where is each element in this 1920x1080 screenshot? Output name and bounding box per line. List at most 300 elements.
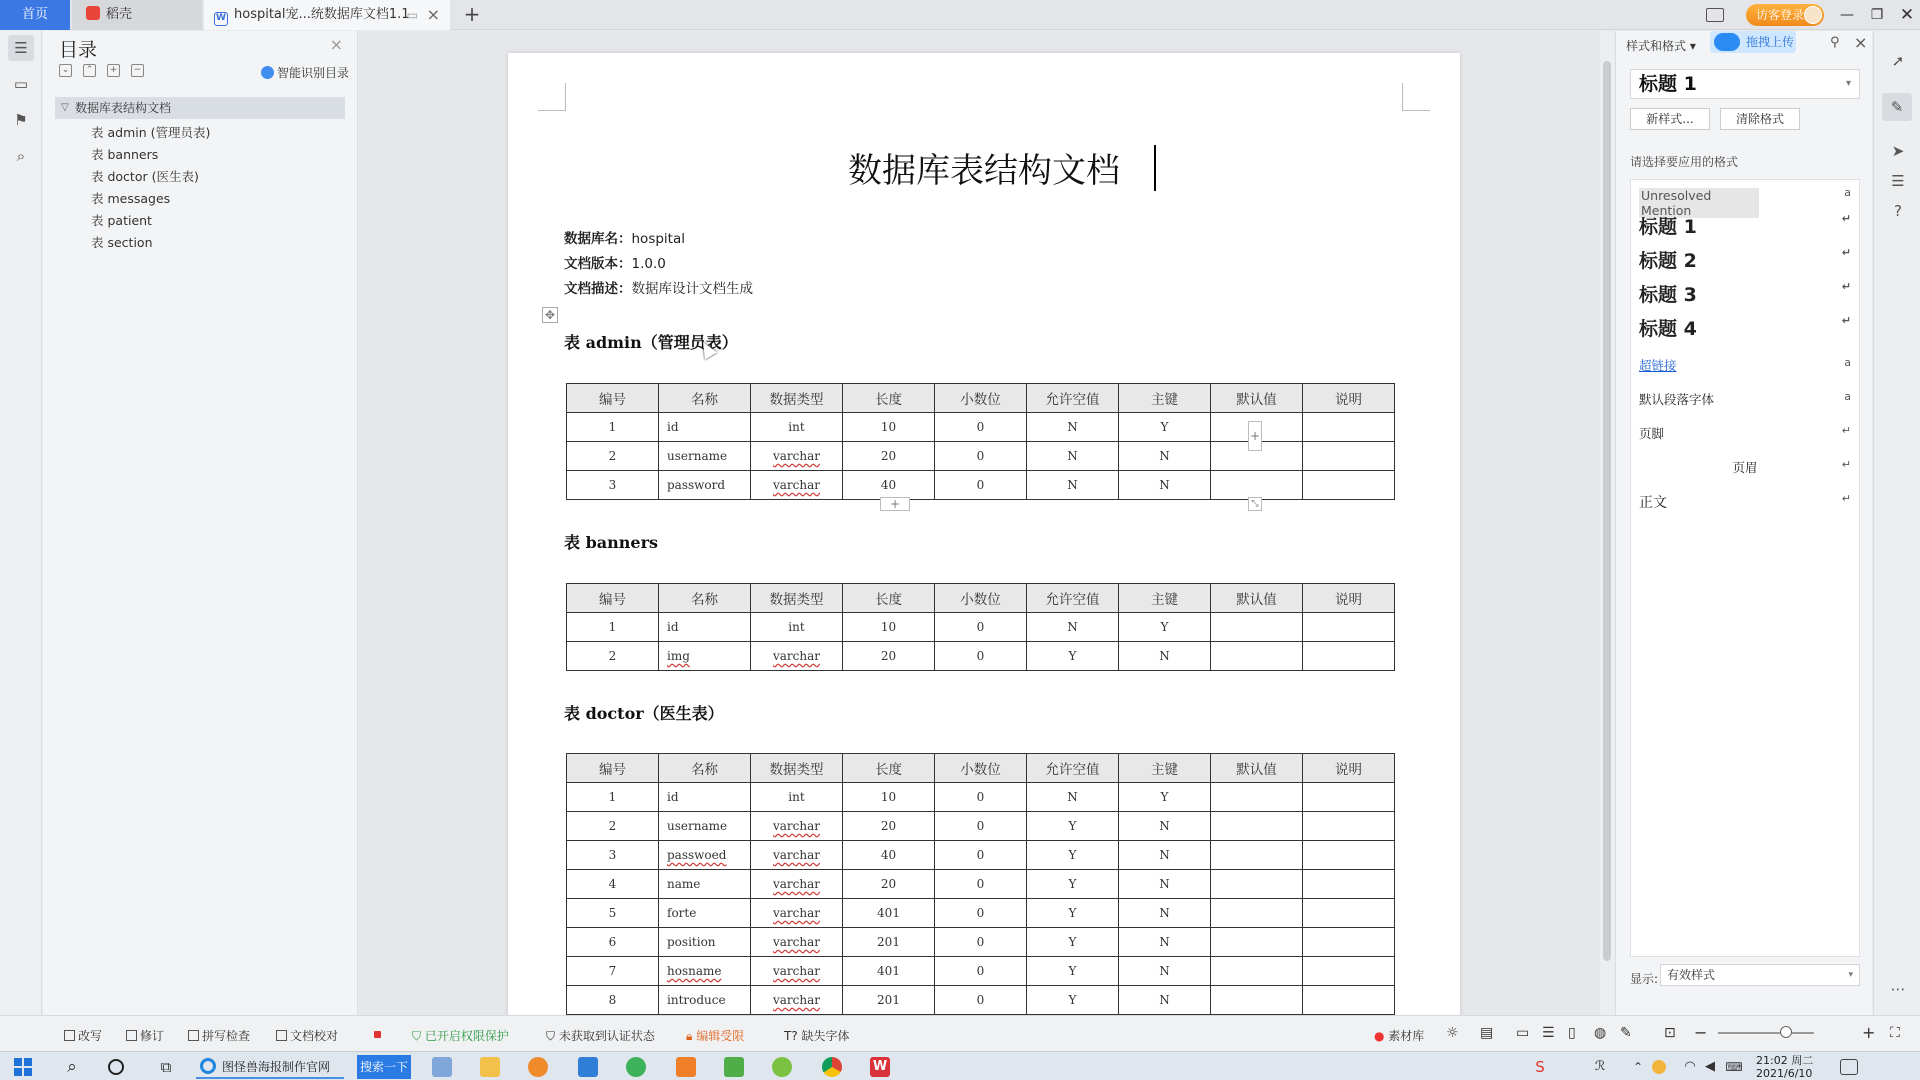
toc-item-doctor[interactable]: 表 doctor (医生表) bbox=[91, 169, 199, 184]
cell-col-comment[interactable] bbox=[1303, 928, 1395, 957]
header-col-comment[interactable]: 说明 bbox=[1303, 384, 1395, 413]
cell-col-id[interactable]: 2 bbox=[567, 642, 659, 671]
header-col-decimal[interactable]: 小数位 bbox=[935, 384, 1027, 413]
table-move-handle-icon[interactable]: ✥ bbox=[542, 307, 558, 323]
cell-col-default[interactable] bbox=[1211, 870, 1303, 899]
cell-col-nullable[interactable]: Y bbox=[1027, 957, 1119, 986]
protection-status[interactable] bbox=[412, 1027, 509, 1044]
cell-col-nullable[interactable]: N bbox=[1027, 613, 1119, 642]
cell-col-length[interactable]: 20 bbox=[843, 442, 935, 471]
cell-col-name[interactable]: id bbox=[659, 613, 751, 642]
table-resize-icon[interactable]: ⤡ bbox=[1248, 497, 1262, 511]
cell-col-primary-key[interactable]: N bbox=[1119, 471, 1211, 500]
zoom-slider-knob[interactable] bbox=[1780, 1026, 1792, 1038]
header-col-decimal[interactable]: 小数位 bbox=[935, 754, 1027, 783]
cell-col-id[interactable]: 2 bbox=[567, 812, 659, 841]
spell-check-icon bbox=[188, 1030, 199, 1041]
heading-table-banners[interactable]: 表 banners bbox=[564, 533, 659, 552]
cell-col-decimal[interactable]: 0 bbox=[935, 957, 1027, 986]
header-col-primary-key[interactable]: 主键 bbox=[1119, 754, 1211, 783]
header-col-length[interactable]: 长度 bbox=[843, 754, 935, 783]
cell-col-id[interactable]: 8 bbox=[567, 986, 659, 1015]
styles-panel-header[interactable] bbox=[1626, 37, 1696, 54]
cell-col-primary-key[interactable]: N bbox=[1119, 986, 1211, 1015]
login-button[interactable] bbox=[1746, 4, 1824, 26]
header-col-default[interactable]: 默认值 bbox=[1211, 754, 1303, 783]
edit-restricted-status[interactable] bbox=[686, 1027, 744, 1044]
style-label: 标题 1 bbox=[1639, 216, 1697, 238]
header-col-name[interactable]: 名称 bbox=[659, 384, 751, 413]
cell-col-default[interactable] bbox=[1211, 957, 1303, 986]
material-library-button[interactable] bbox=[1374, 1027, 1424, 1044]
style-label: 超链接 bbox=[1639, 358, 1677, 373]
spell-check-toggle[interactable] bbox=[188, 1027, 250, 1044]
font-icon: T? bbox=[784, 1029, 802, 1043]
cell-col-type[interactable] bbox=[751, 841, 843, 870]
people-icon[interactable]: ℛ bbox=[1594, 1059, 1606, 1074]
cell-col-comment[interactable] bbox=[1303, 899, 1395, 928]
header-col-nullable[interactable]: 允许空值 bbox=[1027, 584, 1119, 613]
header-col-comment[interactable]: 说明 bbox=[1303, 754, 1395, 783]
close-panel-icon[interactable]: × bbox=[1854, 33, 1868, 52]
cell-col-name[interactable]: username bbox=[659, 812, 751, 841]
read-mode-icon[interactable]: ▭ bbox=[1516, 1025, 1530, 1041]
cell-col-default[interactable] bbox=[1211, 812, 1303, 841]
cell-col-default[interactable] bbox=[1211, 613, 1303, 642]
header-col-type[interactable]: 数据类型 bbox=[751, 754, 843, 783]
app-pen-icon[interactable] bbox=[432, 1057, 452, 1077]
settings-sliders-icon[interactable]: ☰ bbox=[1891, 172, 1905, 190]
header-col-length[interactable]: 长度 bbox=[843, 384, 935, 413]
cell-col-nullable[interactable]: Y bbox=[1027, 642, 1119, 671]
search-icon[interactable]: ⌕ bbox=[67, 1057, 77, 1077]
cell-col-primary-key[interactable]: Y bbox=[1119, 413, 1211, 442]
smart-toc-label: 智能识别目录 bbox=[277, 66, 350, 80]
cell-col-length[interactable]: 20 bbox=[843, 812, 935, 841]
cell-col-default[interactable] bbox=[1211, 783, 1303, 812]
cell-col-id[interactable]: 3 bbox=[567, 841, 659, 870]
cell-col-type[interactable] bbox=[751, 986, 843, 1015]
writer-doc-icon: W bbox=[214, 12, 228, 26]
header-col-type[interactable]: 数据类型 bbox=[751, 584, 843, 613]
add-column-button[interactable]: + bbox=[1248, 421, 1262, 451]
cell-col-comment[interactable] bbox=[1303, 613, 1395, 642]
header-col-comment[interactable]: 说明 bbox=[1303, 584, 1395, 613]
write-mode-icon[interactable]: ✎ bbox=[1620, 1025, 1632, 1041]
header-col-decimal[interactable]: 小数位 bbox=[935, 584, 1027, 613]
cell-col-nullable[interactable]: Y bbox=[1027, 986, 1119, 1015]
cell-col-length[interactable]: 401 bbox=[843, 899, 935, 928]
cell-col-decimal[interactable]: 0 bbox=[935, 413, 1027, 442]
green-app-icon[interactable] bbox=[772, 1057, 792, 1077]
taskbar-search-button[interactable]: 搜索一下 bbox=[357, 1055, 411, 1079]
style-heading-4[interactable] bbox=[1639, 314, 1851, 341]
cell-col-decimal[interactable]: 0 bbox=[935, 613, 1027, 642]
text-caret bbox=[1154, 145, 1156, 191]
table-row[interactable] bbox=[567, 986, 1395, 1015]
eye-protection-icon[interactable]: ☼ bbox=[1446, 1025, 1459, 1041]
cell-col-name[interactable]: id bbox=[659, 783, 751, 812]
style-header[interactable] bbox=[1639, 458, 1851, 476]
cell-col-type[interactable] bbox=[751, 471, 843, 500]
show-filter-select[interactable] bbox=[1660, 964, 1860, 986]
volume-icon[interactable]: ◀ bbox=[1705, 1059, 1715, 1074]
meta-description[interactable] bbox=[564, 277, 753, 297]
outline-view-icon[interactable]: ☰ bbox=[1542, 1025, 1555, 1041]
vertical-scrollbar[interactable] bbox=[1600, 31, 1614, 1015]
cell-col-id[interactable]: 7 bbox=[567, 957, 659, 986]
cell-col-decimal[interactable]: 0 bbox=[935, 870, 1027, 899]
capture-app-icon[interactable] bbox=[578, 1057, 598, 1077]
header-col-primary-key[interactable]: 主键 bbox=[1119, 384, 1211, 413]
cell-col-name[interactable]: username bbox=[659, 442, 751, 471]
task-view-icon[interactable]: ⧉ bbox=[160, 1058, 172, 1076]
restore-button[interactable]: ❐ bbox=[1870, 7, 1884, 23]
cell-col-comment[interactable] bbox=[1303, 870, 1395, 899]
cell-col-primary-key[interactable]: N bbox=[1119, 442, 1211, 471]
header-col-default[interactable]: 默认值 bbox=[1211, 384, 1303, 413]
sogou-input-icon[interactable]: S bbox=[1535, 1058, 1545, 1076]
meta-description-value: 数据库设计文档生成 bbox=[631, 281, 753, 297]
table-row[interactable] bbox=[567, 471, 1395, 500]
cell-col-comment[interactable] bbox=[1303, 442, 1395, 471]
cell-col-comment[interactable] bbox=[1303, 957, 1395, 986]
orange-app-icon[interactable] bbox=[676, 1057, 696, 1077]
chart-app-icon[interactable] bbox=[724, 1057, 744, 1077]
table-row[interactable] bbox=[567, 928, 1395, 957]
toc-item-section[interactable]: 表 section bbox=[91, 235, 153, 250]
tab-daoke[interactable] bbox=[72, 0, 202, 30]
style-hyperlink[interactable] bbox=[1639, 356, 1851, 374]
meta-version[interactable] bbox=[564, 252, 666, 272]
add-heading-icon[interactable]: + bbox=[107, 64, 120, 77]
table-row[interactable] bbox=[567, 613, 1395, 642]
meta-db-name[interactable] bbox=[564, 227, 685, 247]
cell-col-decimal[interactable]: 0 bbox=[935, 986, 1027, 1015]
cell-col-decimal[interactable]: 0 bbox=[935, 928, 1027, 957]
file-explorer-icon[interactable] bbox=[480, 1057, 500, 1077]
table-doctor[interactable] bbox=[566, 753, 1395, 1015]
style-heading-3[interactable] bbox=[1639, 280, 1851, 307]
meta-db-name-label: 数据库名： bbox=[564, 231, 632, 247]
folder-icon[interactable]: ▭ bbox=[13, 75, 29, 93]
cell-col-nullable[interactable]: Y bbox=[1027, 841, 1119, 870]
paragraph-style-icon: ↵ bbox=[1841, 246, 1851, 259]
cell-col-id[interactable]: 5 bbox=[567, 899, 659, 928]
new-tab-button[interactable]: + bbox=[463, 2, 481, 26]
cell-col-comment[interactable] bbox=[1303, 783, 1395, 812]
toc-item-patient[interactable]: 表 patient bbox=[91, 213, 152, 228]
toc-view-icon[interactable]: ☰ bbox=[8, 35, 34, 61]
cell-col-name[interactable] bbox=[659, 642, 751, 671]
header-col-id[interactable]: 编号 bbox=[567, 384, 659, 413]
heading-table-admin[interactable]: 表 admin（管理员表） bbox=[564, 333, 738, 352]
margin-corner-right bbox=[1402, 83, 1430, 111]
cell-col-nullable[interactable]: N bbox=[1027, 783, 1119, 812]
cell-col-id[interactable]: 4 bbox=[567, 870, 659, 899]
cell-col-length[interactable]: 201 bbox=[843, 986, 935, 1015]
more-icon[interactable]: ⋯ bbox=[1890, 980, 1906, 998]
expand-up-icon[interactable]: ⌃ bbox=[83, 64, 96, 77]
header-col-length[interactable]: 长度 bbox=[843, 584, 935, 613]
header-col-primary-key[interactable]: 主键 bbox=[1119, 584, 1211, 613]
cell-col-decimal[interactable]: 0 bbox=[935, 783, 1027, 812]
table-row[interactable] bbox=[567, 841, 1395, 870]
tab-document-label: hospital宠...统数据库文档1.1 bbox=[234, 7, 410, 22]
help-icon[interactable]: ? bbox=[1894, 202, 1902, 220]
spelling-marked-text: varchar bbox=[772, 993, 820, 1007]
cell-col-id[interactable]: 1 bbox=[567, 613, 659, 642]
style-body[interactable] bbox=[1639, 492, 1851, 512]
smart-toc-button[interactable] bbox=[261, 64, 349, 81]
cell-col-type[interactable]: int bbox=[751, 413, 843, 442]
cell-col-default[interactable] bbox=[1211, 642, 1303, 671]
toc-close-icon[interactable]: × bbox=[329, 35, 343, 54]
chevron-down-icon[interactable]: ▽ bbox=[61, 102, 69, 113]
document-page[interactable] bbox=[508, 53, 1460, 1015]
cell-col-primary-key[interactable]: N bbox=[1119, 870, 1211, 899]
notification-icon[interactable] bbox=[1840, 1059, 1858, 1075]
cell-col-primary-key[interactable]: N bbox=[1119, 957, 1211, 986]
spelling-marked-text: varchar bbox=[772, 964, 820, 978]
cell-col-name[interactable] bbox=[659, 841, 751, 870]
missing-font-status[interactable] bbox=[784, 1027, 850, 1044]
cell-col-default[interactable] bbox=[1211, 841, 1303, 870]
paragraph-style-icon: ↵ bbox=[1841, 212, 1851, 225]
search-app-icon[interactable] bbox=[528, 1057, 548, 1077]
cell-col-primary-key[interactable]: Y bbox=[1119, 783, 1211, 812]
revise-toggle[interactable] bbox=[126, 1027, 164, 1044]
cell-col-nullable[interactable]: N bbox=[1027, 442, 1119, 471]
toc-item-banners[interactable]: 表 banners bbox=[91, 147, 159, 162]
fit-page-icon[interactable]: ⊡ bbox=[1664, 1025, 1676, 1041]
chrome-icon[interactable] bbox=[822, 1057, 842, 1077]
cell-col-length[interactable]: 40 bbox=[843, 841, 935, 870]
table-header-row bbox=[567, 754, 1395, 783]
smart-toc-icon bbox=[261, 66, 274, 79]
cell-col-name[interactable]: position bbox=[659, 928, 751, 957]
style-heading-2[interactable] bbox=[1639, 246, 1851, 273]
header-col-id[interactable]: 编号 bbox=[567, 584, 659, 613]
table-banners[interactable] bbox=[566, 583, 1395, 671]
cell-col-id[interactable]: 1 bbox=[567, 413, 659, 442]
cell-col-primary-key[interactable]: Y bbox=[1119, 613, 1211, 642]
style-footer[interactable] bbox=[1639, 424, 1851, 442]
close-window-button[interactable]: ✕ bbox=[1899, 5, 1915, 25]
collapse-all-icon[interactable]: ⌄ bbox=[59, 64, 72, 77]
cell-col-length[interactable]: 20 bbox=[843, 642, 935, 671]
cell-col-type[interactable] bbox=[751, 812, 843, 841]
header-col-nullable[interactable]: 允许空值 bbox=[1027, 384, 1119, 413]
cell-col-length[interactable]: 10 bbox=[843, 783, 935, 812]
search-icon[interactable]: ⌕ bbox=[16, 147, 26, 165]
rewrite-toggle[interactable] bbox=[64, 1027, 102, 1044]
cell-col-type[interactable] bbox=[751, 442, 843, 471]
toc-root-item[interactable] bbox=[55, 97, 345, 119]
tray-app-icon[interactable] bbox=[1652, 1060, 1666, 1074]
style-default-font[interactable] bbox=[1639, 390, 1851, 408]
header-col-default[interactable]: 默认值 bbox=[1211, 584, 1303, 613]
taskbar-browser-window[interactable] bbox=[196, 1055, 344, 1079]
cell-col-decimal[interactable]: 0 bbox=[935, 841, 1027, 870]
header-col-name[interactable]: 名称 bbox=[659, 584, 751, 613]
cell-col-default[interactable] bbox=[1211, 471, 1303, 500]
table-admin[interactable] bbox=[566, 383, 1395, 500]
zoom-out-button[interactable]: − bbox=[1694, 1023, 1708, 1042]
style-prompt: 请选择要应用的格式 bbox=[1630, 155, 1739, 169]
cell-col-primary-key[interactable]: N bbox=[1119, 642, 1211, 671]
cell-col-length[interactable]: 201 bbox=[843, 928, 935, 957]
cell-col-primary-key[interactable]: N bbox=[1119, 841, 1211, 870]
header-col-id[interactable]: 编号 bbox=[567, 754, 659, 783]
wps-icon[interactable]: W bbox=[870, 1057, 890, 1077]
paragraph-style-icon: ↵ bbox=[1841, 458, 1851, 471]
cert-status[interactable] bbox=[546, 1027, 655, 1044]
web-view-icon[interactable]: ◍ bbox=[1594, 1025, 1607, 1041]
cell-col-default[interactable] bbox=[1211, 986, 1303, 1015]
cell-col-nullable[interactable]: N bbox=[1027, 413, 1119, 442]
cortana-icon[interactable] bbox=[108, 1059, 124, 1075]
spelling-marked-text: img bbox=[667, 649, 690, 663]
chat-app-icon[interactable] bbox=[626, 1057, 646, 1077]
taskbar-clock[interactable] bbox=[1756, 1054, 1813, 1080]
cell-col-nullable[interactable]: N bbox=[1027, 471, 1119, 500]
document-title[interactable]: 数据库表结构文档 bbox=[848, 151, 1120, 191]
tray-expand-icon[interactable]: ⌃ bbox=[1632, 1060, 1644, 1074]
cell-col-decimal[interactable]: 0 bbox=[935, 899, 1027, 928]
cell-col-name[interactable]: name bbox=[659, 870, 751, 899]
table-row[interactable] bbox=[567, 812, 1395, 841]
header-col-name[interactable]: 名称 bbox=[659, 754, 751, 783]
spelling-marked-text: passwoed bbox=[667, 848, 727, 862]
multi-window-icon[interactable] bbox=[1706, 8, 1724, 22]
cell-col-type[interactable]: int bbox=[751, 783, 843, 812]
table-row[interactable] bbox=[567, 783, 1395, 812]
cell-col-comment[interactable] bbox=[1303, 413, 1395, 442]
cell-col-type[interactable] bbox=[751, 642, 843, 671]
cell-col-nullable[interactable]: Y bbox=[1027, 928, 1119, 957]
proofread-button[interactable] bbox=[276, 1027, 338, 1044]
clear-format-button[interactable]: 清除格式 bbox=[1720, 108, 1800, 130]
zoom-in-button[interactable]: + bbox=[1862, 1023, 1876, 1042]
windows-start-icon[interactable] bbox=[14, 1057, 34, 1077]
pointer-icon[interactable]: ➤ bbox=[1891, 142, 1905, 160]
cell-col-length[interactable]: 20 bbox=[843, 870, 935, 899]
document-area[interactable] bbox=[359, 31, 1603, 1015]
wifi-icon[interactable]: ◠ bbox=[1684, 1059, 1696, 1074]
cell-col-nullable[interactable]: Y bbox=[1027, 812, 1119, 841]
minimize-button[interactable]: — bbox=[1840, 7, 1854, 23]
add-row-button[interactable]: + bbox=[880, 497, 910, 511]
cell-col-nullable[interactable]: Y bbox=[1027, 870, 1119, 899]
cell-col-comment[interactable] bbox=[1303, 841, 1395, 870]
cell-col-length[interactable]: 401 bbox=[843, 957, 935, 986]
cell-col-length[interactable]: 10 bbox=[843, 613, 935, 642]
cell-col-comment[interactable] bbox=[1303, 471, 1395, 500]
upload-button[interactable] bbox=[1710, 31, 1796, 53]
scrollbar-thumb[interactable] bbox=[1603, 61, 1611, 961]
remove-heading-icon[interactable]: − bbox=[131, 64, 144, 77]
table-row[interactable] bbox=[567, 442, 1395, 471]
bookmark-icon[interactable]: ⚑ bbox=[14, 111, 28, 129]
cell-col-type[interactable] bbox=[751, 957, 843, 986]
cell-col-decimal[interactable]: 0 bbox=[935, 471, 1027, 500]
zoom-slider[interactable] bbox=[1718, 1032, 1814, 1034]
cell-col-name[interactable] bbox=[659, 957, 751, 986]
cell-col-nullable[interactable]: Y bbox=[1027, 899, 1119, 928]
table-row[interactable] bbox=[567, 957, 1395, 986]
meta-version-label: 文档版本： bbox=[564, 256, 632, 272]
page-view-icon[interactable]: ▤ bbox=[1480, 1025, 1494, 1041]
current-style-value: 标题 1 bbox=[1639, 73, 1697, 95]
record-macro-icon[interactable] bbox=[374, 1031, 381, 1038]
cell-col-name[interactable]: forte bbox=[659, 899, 751, 928]
cell-col-type[interactable] bbox=[751, 928, 843, 957]
header-col-type[interactable]: 数据类型 bbox=[751, 384, 843, 413]
header-col-nullable[interactable]: 允许空值 bbox=[1027, 754, 1119, 783]
cell-col-type[interactable]: int bbox=[751, 613, 843, 642]
cell-col-type[interactable] bbox=[751, 899, 843, 928]
cell-col-comment[interactable] bbox=[1303, 986, 1395, 1015]
cell-col-decimal[interactable]: 0 bbox=[935, 442, 1027, 471]
cell-col-decimal[interactable]: 0 bbox=[935, 812, 1027, 841]
revise-label: 修订 bbox=[140, 1029, 165, 1043]
table-row[interactable] bbox=[567, 413, 1395, 442]
heading-table-doctor[interactable]: 表 doctor（医生表） bbox=[564, 704, 724, 723]
cell-col-comment[interactable] bbox=[1303, 812, 1395, 841]
cell-col-name[interactable]: introduce bbox=[659, 986, 751, 1015]
cell-col-length[interactable]: 10 bbox=[843, 413, 935, 442]
table-header-row bbox=[567, 584, 1395, 613]
cell-col-decimal[interactable]: 0 bbox=[935, 642, 1027, 671]
current-style-select[interactable] bbox=[1630, 69, 1860, 99]
cell-col-comment[interactable] bbox=[1303, 642, 1395, 671]
cell-col-primary-key[interactable]: N bbox=[1119, 899, 1211, 928]
cell-col-primary-key[interactable]: N bbox=[1119, 812, 1211, 841]
tab-close-icon[interactable]: × bbox=[426, 5, 440, 24]
style-heading-1[interactable] bbox=[1639, 212, 1851, 239]
book-view-icon[interactable]: ▯ bbox=[1568, 1025, 1576, 1041]
cell-col-length[interactable]: 40 bbox=[843, 471, 935, 500]
table-row[interactable] bbox=[567, 870, 1395, 899]
cell-col-id[interactable]: 1 bbox=[567, 783, 659, 812]
tab-pin-icon[interactable]: ▭ bbox=[406, 8, 418, 22]
fullscreen-icon[interactable]: ⛶ bbox=[1890, 1025, 1900, 1041]
cell-col-id[interactable]: 2 bbox=[567, 442, 659, 471]
tab-document[interactable] bbox=[204, 0, 450, 30]
tab-home[interactable] bbox=[0, 0, 70, 30]
cell-col-name[interactable]: password bbox=[659, 471, 751, 500]
cell-col-type[interactable] bbox=[751, 870, 843, 899]
cell-col-default[interactable] bbox=[1211, 928, 1303, 957]
new-style-button[interactable]: 新样式... bbox=[1630, 108, 1710, 130]
toc-item-admin[interactable]: 表 admin (管理员表) bbox=[91, 125, 211, 140]
cell-col-default[interactable] bbox=[1211, 899, 1303, 928]
table-row[interactable] bbox=[567, 899, 1395, 928]
table-row[interactable] bbox=[567, 642, 1395, 671]
cell-col-id[interactable]: 3 bbox=[567, 471, 659, 500]
cell-col-id[interactable]: 6 bbox=[567, 928, 659, 957]
rocket-icon[interactable]: ➚ bbox=[1891, 52, 1905, 70]
keyboard-icon[interactable]: ⌨ bbox=[1725, 1060, 1743, 1074]
cell-col-primary-key[interactable]: N bbox=[1119, 928, 1211, 957]
style-brush-icon[interactable]: ✎ bbox=[1882, 93, 1912, 121]
toc-item-messages[interactable]: 表 messages bbox=[91, 191, 171, 206]
ie-browser-icon bbox=[200, 1058, 216, 1074]
style-label: 标题 4 bbox=[1639, 318, 1697, 340]
pin-panel-icon[interactable]: ⚲ bbox=[1830, 35, 1840, 50]
cell-col-name[interactable]: id bbox=[659, 413, 751, 442]
